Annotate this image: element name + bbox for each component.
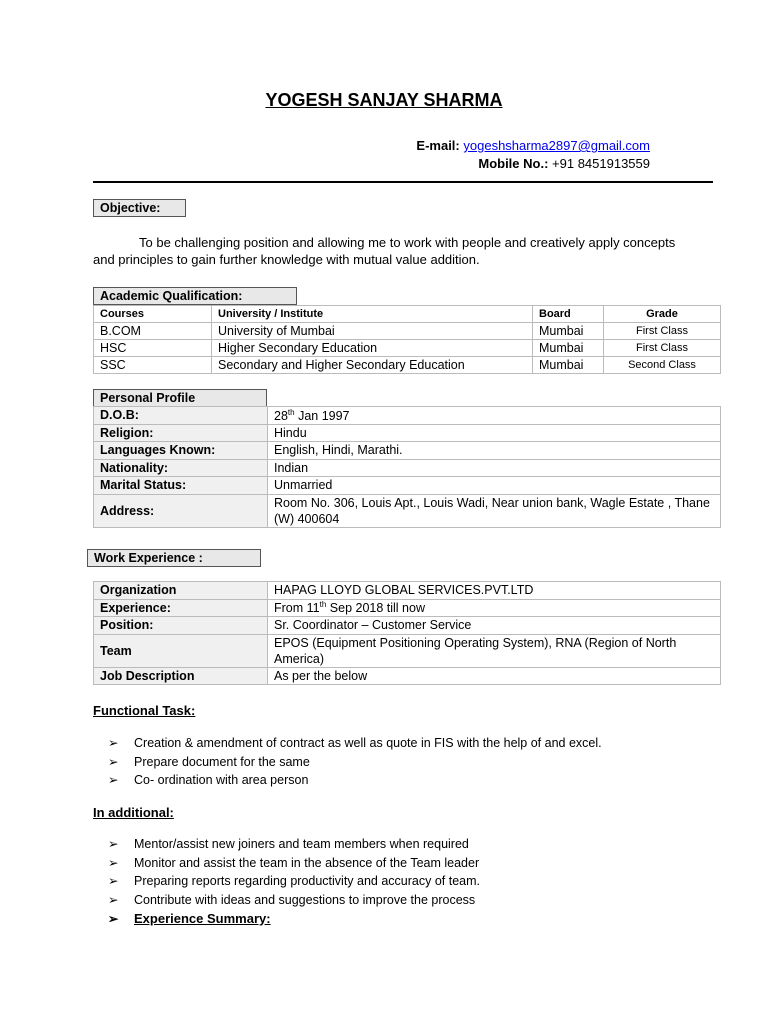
list-item-text: Co- ordination with area person — [134, 773, 309, 788]
field-value — [268, 599, 721, 617]
field-label: Job Description — [94, 667, 268, 685]
academic-label: Academic Qualification: — [93, 287, 297, 305]
column-header: Courses — [94, 306, 212, 323]
table-row — [94, 459, 721, 477]
experience-from: From 11 — [274, 601, 320, 616]
functional-task-list — [108, 734, 602, 790]
field-value: Unmarried — [268, 477, 721, 495]
table-row — [94, 477, 721, 495]
column-header: Grade — [604, 306, 721, 323]
table-cell: Higher Secondary Education — [212, 340, 533, 357]
experience-summary-heading: Experience Summary: — [134, 910, 271, 926]
list-item — [108, 854, 480, 873]
field-label: Organization — [94, 582, 268, 600]
list-item — [108, 910, 480, 929]
dob-suffix: th — [287, 407, 295, 417]
personal-profile-table — [93, 406, 721, 528]
objective-label: Objective: — [93, 199, 186, 217]
column-header: Board — [533, 306, 604, 323]
table-row — [94, 424, 721, 442]
table-header-row — [94, 306, 721, 323]
table-cell: Secondary and Higher Secondary Education — [212, 357, 533, 374]
list-item-text: Mentor/assist new joiners and team members when required — [134, 837, 469, 851]
table-row — [94, 357, 721, 374]
arrow-bullet-icon: ➢ — [108, 837, 119, 851]
table-row — [94, 407, 721, 425]
mobile-line — [478, 156, 650, 171]
functional-task-heading: Functional Task: — [93, 703, 196, 718]
field-label: Team — [94, 634, 268, 667]
list-item — [108, 891, 480, 910]
dob-day: 28 — [274, 408, 288, 423]
table-row — [94, 494, 721, 527]
table-cell: Second Class — [604, 357, 721, 374]
table-cell: Mumbai — [533, 357, 604, 374]
email-label: E-mail: — [416, 138, 460, 153]
table-row — [94, 617, 721, 635]
mobile-number: +91 8451913559 — [552, 156, 650, 171]
field-label: D.O.B: — [94, 407, 268, 425]
field-label: Marital Status: — [94, 477, 268, 495]
objective-text — [93, 234, 683, 268]
personal-profile-label: Personal Profile — [93, 389, 267, 407]
field-value: Sr. Coordinator – Customer Service — [268, 617, 721, 635]
email-line — [416, 138, 650, 153]
dob-rest: Jan 1997 — [298, 408, 350, 423]
arrow-bullet-icon: ➢ — [108, 855, 119, 870]
table-cell: Mumbai — [533, 323, 604, 340]
field-label: Religion: — [94, 424, 268, 442]
table-row — [94, 323, 721, 340]
field-value: EPOS (Equipment Positioning Operating System), RNA (Region of North America) — [268, 634, 721, 667]
field-label: Position: — [94, 617, 268, 635]
list-item-text: Contribute with ideas and suggestions to improve the process — [134, 893, 476, 908]
list-item-text: Prepare document for the same — [134, 754, 310, 769]
resume-name: YOGESH SANJAY SHARMA — [265, 90, 503, 110]
arrow-bullet-icon: ➢ — [108, 893, 119, 908]
mobile-label: Mobile No.: — [478, 156, 549, 171]
email-link[interactable]: yogeshsharma2897@gmail.com — [463, 138, 650, 153]
column-header: University / Institute — [212, 306, 533, 323]
table-cell: First Class — [604, 323, 721, 340]
table-cell: HSC — [94, 340, 212, 357]
experience-suffix: th — [319, 600, 327, 610]
experience-rest: Sep 2018 till now — [329, 601, 425, 616]
field-value: As per the below — [268, 667, 721, 685]
field-value: Indian — [268, 459, 721, 477]
table-row — [94, 634, 721, 667]
table-cell: B.COM — [94, 323, 212, 340]
table-cell: Mumbai — [533, 340, 604, 357]
table-row — [94, 582, 721, 600]
list-item — [108, 835, 480, 854]
arrow-bullet-icon: ➢ — [108, 911, 119, 926]
work-experience-table — [93, 581, 721, 685]
table-cell: First Class — [604, 340, 721, 357]
field-value — [268, 407, 721, 425]
list-item-text: Monitor and assist the team in the absence of the Team leader — [134, 855, 480, 870]
field-value: English, Hindi, Marathi. — [268, 442, 721, 460]
field-value: Room No. 306, Louis Apt., Louis Wadi, Near union bank, Wagle Estate , Thane (W) 400604 — [268, 494, 721, 527]
table-cell: SSC — [94, 357, 212, 374]
field-label: Nationality: — [94, 459, 268, 477]
table-row — [94, 599, 721, 617]
list-item — [108, 753, 602, 772]
field-label: Languages Known: — [94, 442, 268, 460]
academic-table — [93, 305, 721, 374]
additional-list — [108, 835, 480, 928]
arrow-bullet-icon: ➢ — [108, 773, 119, 788]
work-experience-label: Work Experience : — [87, 549, 261, 567]
field-value: HAPAG LLOYD GLOBAL SERVICES.PVT.LTD — [268, 582, 721, 600]
additional-heading: In additional: — [93, 805, 174, 820]
field-value: Hindu — [268, 424, 721, 442]
table-cell: University of Mumbai — [212, 323, 533, 340]
list-item-text: Creation & amendment of contract as well as quote in FIS with the help of and excel. — [134, 736, 602, 750]
list-item — [108, 771, 602, 790]
table-row — [94, 340, 721, 357]
table-row — [94, 442, 721, 460]
arrow-bullet-icon: ➢ — [108, 754, 119, 769]
header-divider — [93, 181, 713, 183]
field-label: Address: — [94, 494, 268, 527]
field-label: Experience: — [94, 599, 268, 617]
list-item-text: Preparing reports regarding productivity and accuracy of team. — [134, 874, 481, 889]
list-item — [108, 872, 480, 891]
objective-body: To be challenging position and allowing me to work with people and creatively apply concepts and principles to gain further knowledge with mutual value addition. — [93, 235, 676, 267]
list-item — [108, 734, 602, 753]
arrow-bullet-icon: ➢ — [108, 736, 119, 750]
table-row — [94, 667, 721, 685]
arrow-bullet-icon: ➢ — [108, 874, 119, 889]
